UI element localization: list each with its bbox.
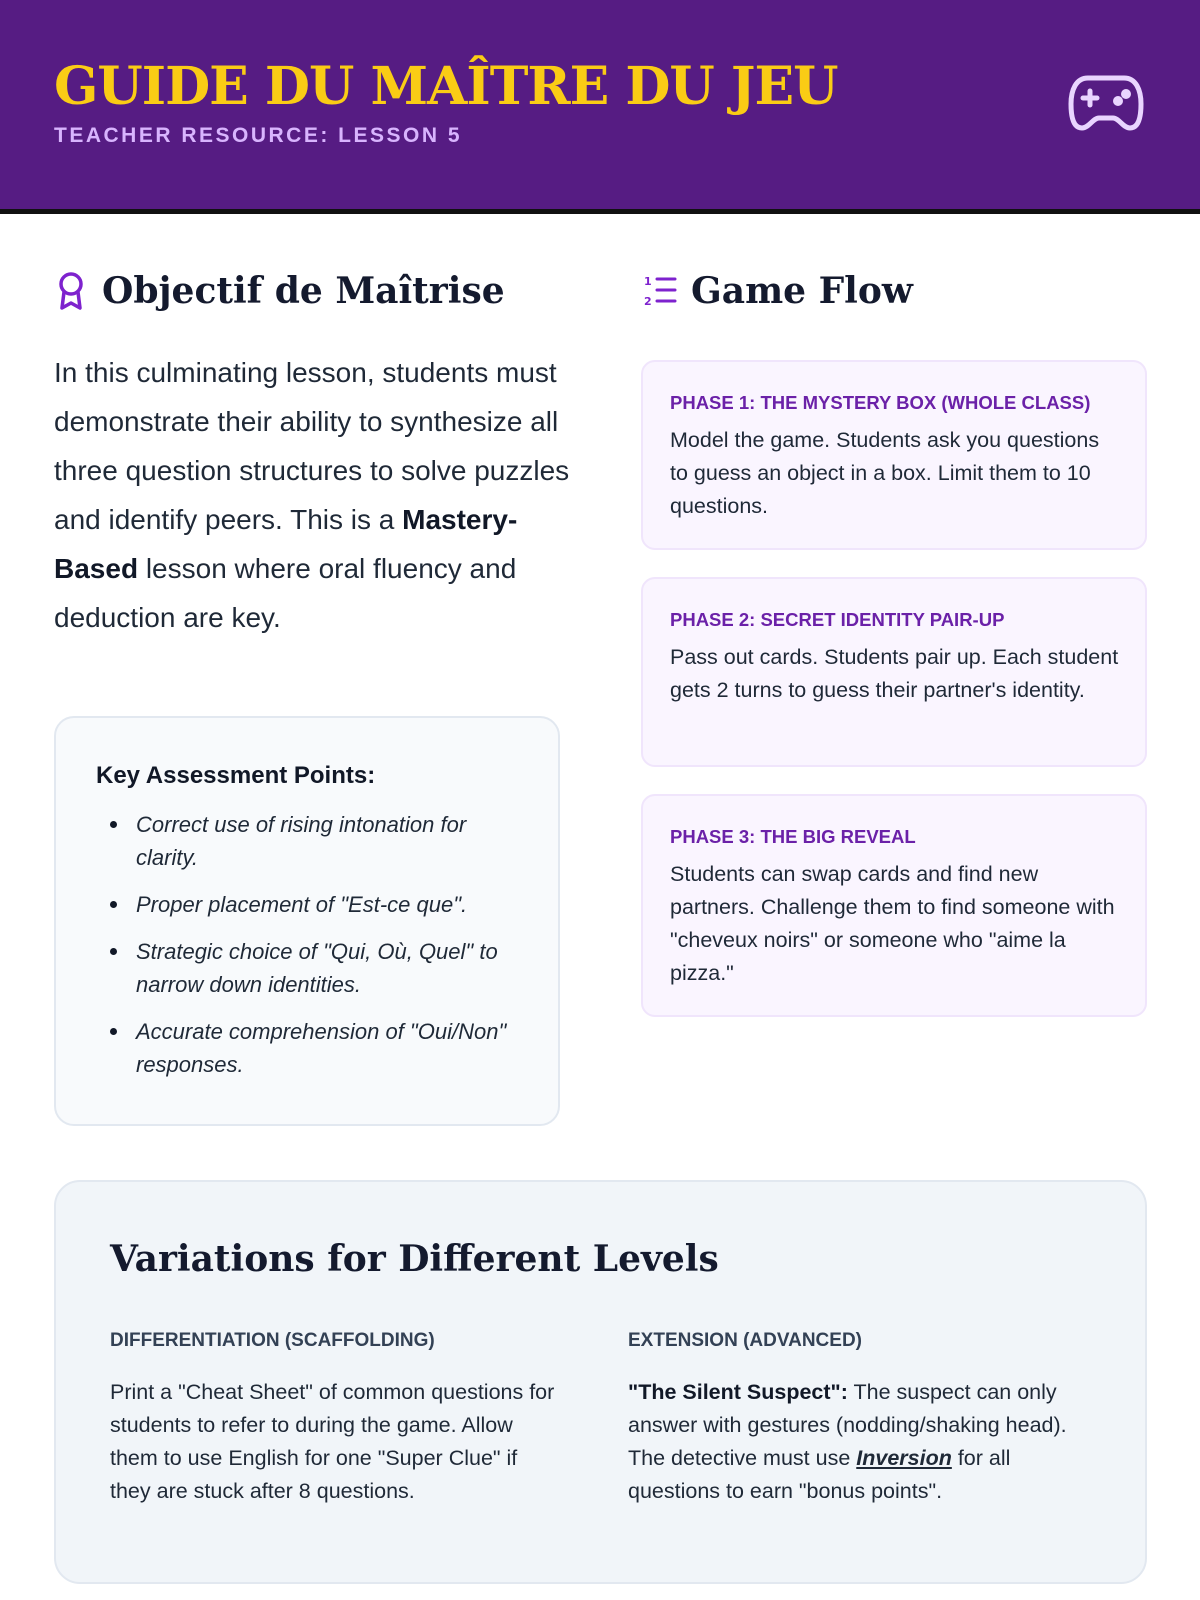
phase-card-1 <box>641 360 1147 550</box>
list-item: Proper placement of "Est-ce que". <box>96 888 518 921</box>
phase-card-2 <box>641 577 1147 767</box>
extension-text-end: for all questions to earn "bonus points". <box>628 1446 1011 1503</box>
page-header <box>0 0 1200 214</box>
key-assessment-list <box>96 808 518 1081</box>
page-title: GUIDE DU MAÎTRE DU JEU <box>54 56 838 117</box>
key-assessment-heading: Key Assessment Points: <box>96 762 376 789</box>
phase-description: Pass out cards. Students pair up. Each student gets 2 turns to guess their partner's identity. <box>670 645 1119 702</box>
variations-panel <box>54 1180 1147 1584</box>
key-assessment-box <box>54 716 560 1126</box>
objective-heading-row <box>54 270 505 312</box>
phase-title: PHASE 2: SECRET IDENTITY PAIR-UP <box>670 609 1005 630</box>
extension-body <box>628 1376 1078 1508</box>
intro-text-start: In this culminating lesson, students must demonstrate their ability to synthesize all three question structures to solve puzzles and identify peers. This is a <box>54 357 570 535</box>
gamepad-icon <box>1068 72 1144 134</box>
svg-text:2: 2 <box>644 295 652 308</box>
svg-text:1: 1 <box>644 275 652 288</box>
game-flow-heading-row <box>643 270 913 312</box>
phase-description: Students can swap cards and find new partners. Challenge them to find someone with "cheveux noirs" or someone who "aime la pizza." <box>670 862 1115 985</box>
differentiation-body: Print a "Cheat Sheet" of common questions for students to refer to during the game. Allow them to use English for one "Super Clue" if they are stuck after 8 questions. <box>110 1380 555 1503</box>
intro-emphasis: Mastery-Based <box>54 504 518 584</box>
list-item: Strategic choice of "Qui, Où, Quel" to narrow down identities. <box>96 935 518 1001</box>
award-ribbon-icon <box>54 271 88 311</box>
list-item: Accurate comprehension of "Oui/Non" responses. <box>96 1015 518 1081</box>
objective-intro <box>54 348 574 642</box>
differentiation-title: DIFFERENTIATION (SCAFFOLDING) <box>110 1330 435 1351</box>
differentiation-column <box>110 1330 560 1508</box>
numbered-list-icon <box>643 271 677 311</box>
extension-lead: "The Silent Suspect": <box>628 1380 848 1404</box>
game-flow-heading: Game Flow <box>691 270 913 312</box>
extension-column <box>628 1330 1078 1508</box>
extension-text-start: The suspect can only answer with gestures (nodding/shaking head). The detective must use <box>628 1380 1067 1470</box>
extension-title: EXTENSION (ADVANCED) <box>628 1330 862 1351</box>
extension-emphasis: Inversion <box>856 1446 952 1470</box>
phase-card-3 <box>641 794 1147 1017</box>
phase-title: PHASE 1: THE MYSTERY BOX (WHOLE CLASS) <box>670 392 1091 413</box>
list-item: Correct use of rising intonation for clarity. <box>96 808 518 874</box>
phase-title: PHASE 3: THE BIG REVEAL <box>670 826 916 847</box>
intro-text-end: lesson where oral fluency and deduction are key. <box>54 553 517 633</box>
objective-heading: Objectif de Maîtrise <box>102 270 505 312</box>
phase-description: Model the game. Students ask you questions to guess an object in a box. Limit them to 10 questions. <box>670 428 1100 518</box>
page-subtitle: TEACHER RESOURCE: LESSON 5 <box>54 124 463 147</box>
variations-heading: Variations for Different Levels <box>110 1238 719 1280</box>
